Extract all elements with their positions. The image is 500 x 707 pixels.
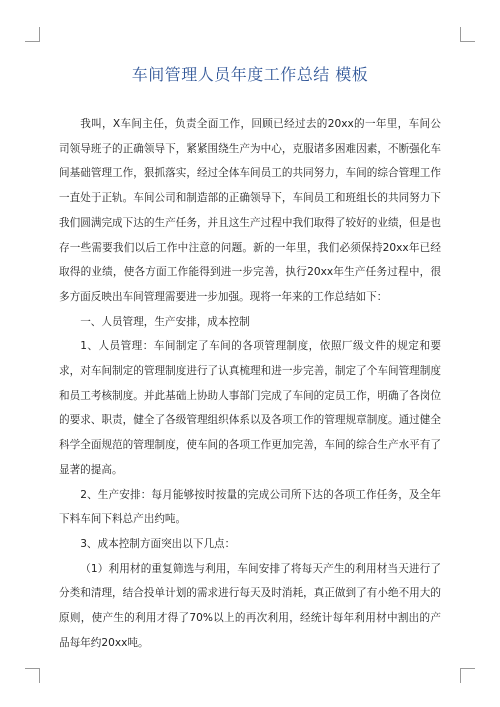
body-paragraph: 我叫，X车间主任，负责全面工作，回顾已经过去的20xx的一年里，车间公司领导班子的正确领导下，紧紧围绕生产为中心，克服诸多困难因素，不断强化车间基础管理工作，狠抓落实，经过全体车间员工的共同努力，车间的综合管理工作一直处于正轨。车间公司和制造部的正确领导下，车间员工和班组长的共同努力下我们圆满完成下达的生产任务，并且这生产过程中我们取得了较好的业绩，但是也存一些需要我们以后工作中注意的问题。新的一年里，我们必须保持20xx年已经取得的业绩，使各方面工作能得到进一步完善，执行20xx年生产任务过程中，很多方面反映出车间管理需要进一步加强。现将一年来的工作总结如下：	[59, 118, 441, 303]
page-corner-mark-bottom-left	[25, 668, 40, 683]
document-body	[59, 112, 441, 655]
document-title: 车间管理人员年度工作总结 模板	[131, 65, 369, 84]
page-corner-mark-top-left	[25, 27, 40, 42]
body-paragraph: 3、成本控制方面突出以下几点：	[80, 537, 236, 550]
section-heading: 一、人员管理，生产安排，成本控制	[80, 315, 250, 328]
body-paragraph: 1、人员管理：车间制定了车间的各项管理制度，依照厂级文件的规定和要求，对车间制定的管理制度进行了认真梳理和进一步完善，制定了个车间管理制度和员工考核制度。并此基础上协助人事部门完成了车间的定员工作，明确了各岗位的要求、职责，健全了各级管理组织体系以及各项工作的管理规章制度。通过健全科学全面规范的管理制度，使车间的各项工作更加完善，车间的综合生产水平有了显著的提高。	[59, 340, 441, 476]
body-paragraph: 2、生产安排：每月能够按时按量的完成公司所下达的各项工作任务，及全年下料车间下料总产出约吨。	[59, 488, 441, 526]
body-paragraph: （1）利用材的重复筛选与利用，车间安排了将每天产生的利用材当天进行了分类和清理，结合投单计划的需求进行每天及时消耗，真正做到了有小绝不用大的原则，使产生的利用才得了70%以上的再次利用，经统计每年利用材中割出的产品每年约20xx吨。	[59, 562, 441, 649]
page-corner-mark-top-right	[460, 27, 475, 42]
page-corner-mark-bottom-right	[460, 668, 475, 683]
